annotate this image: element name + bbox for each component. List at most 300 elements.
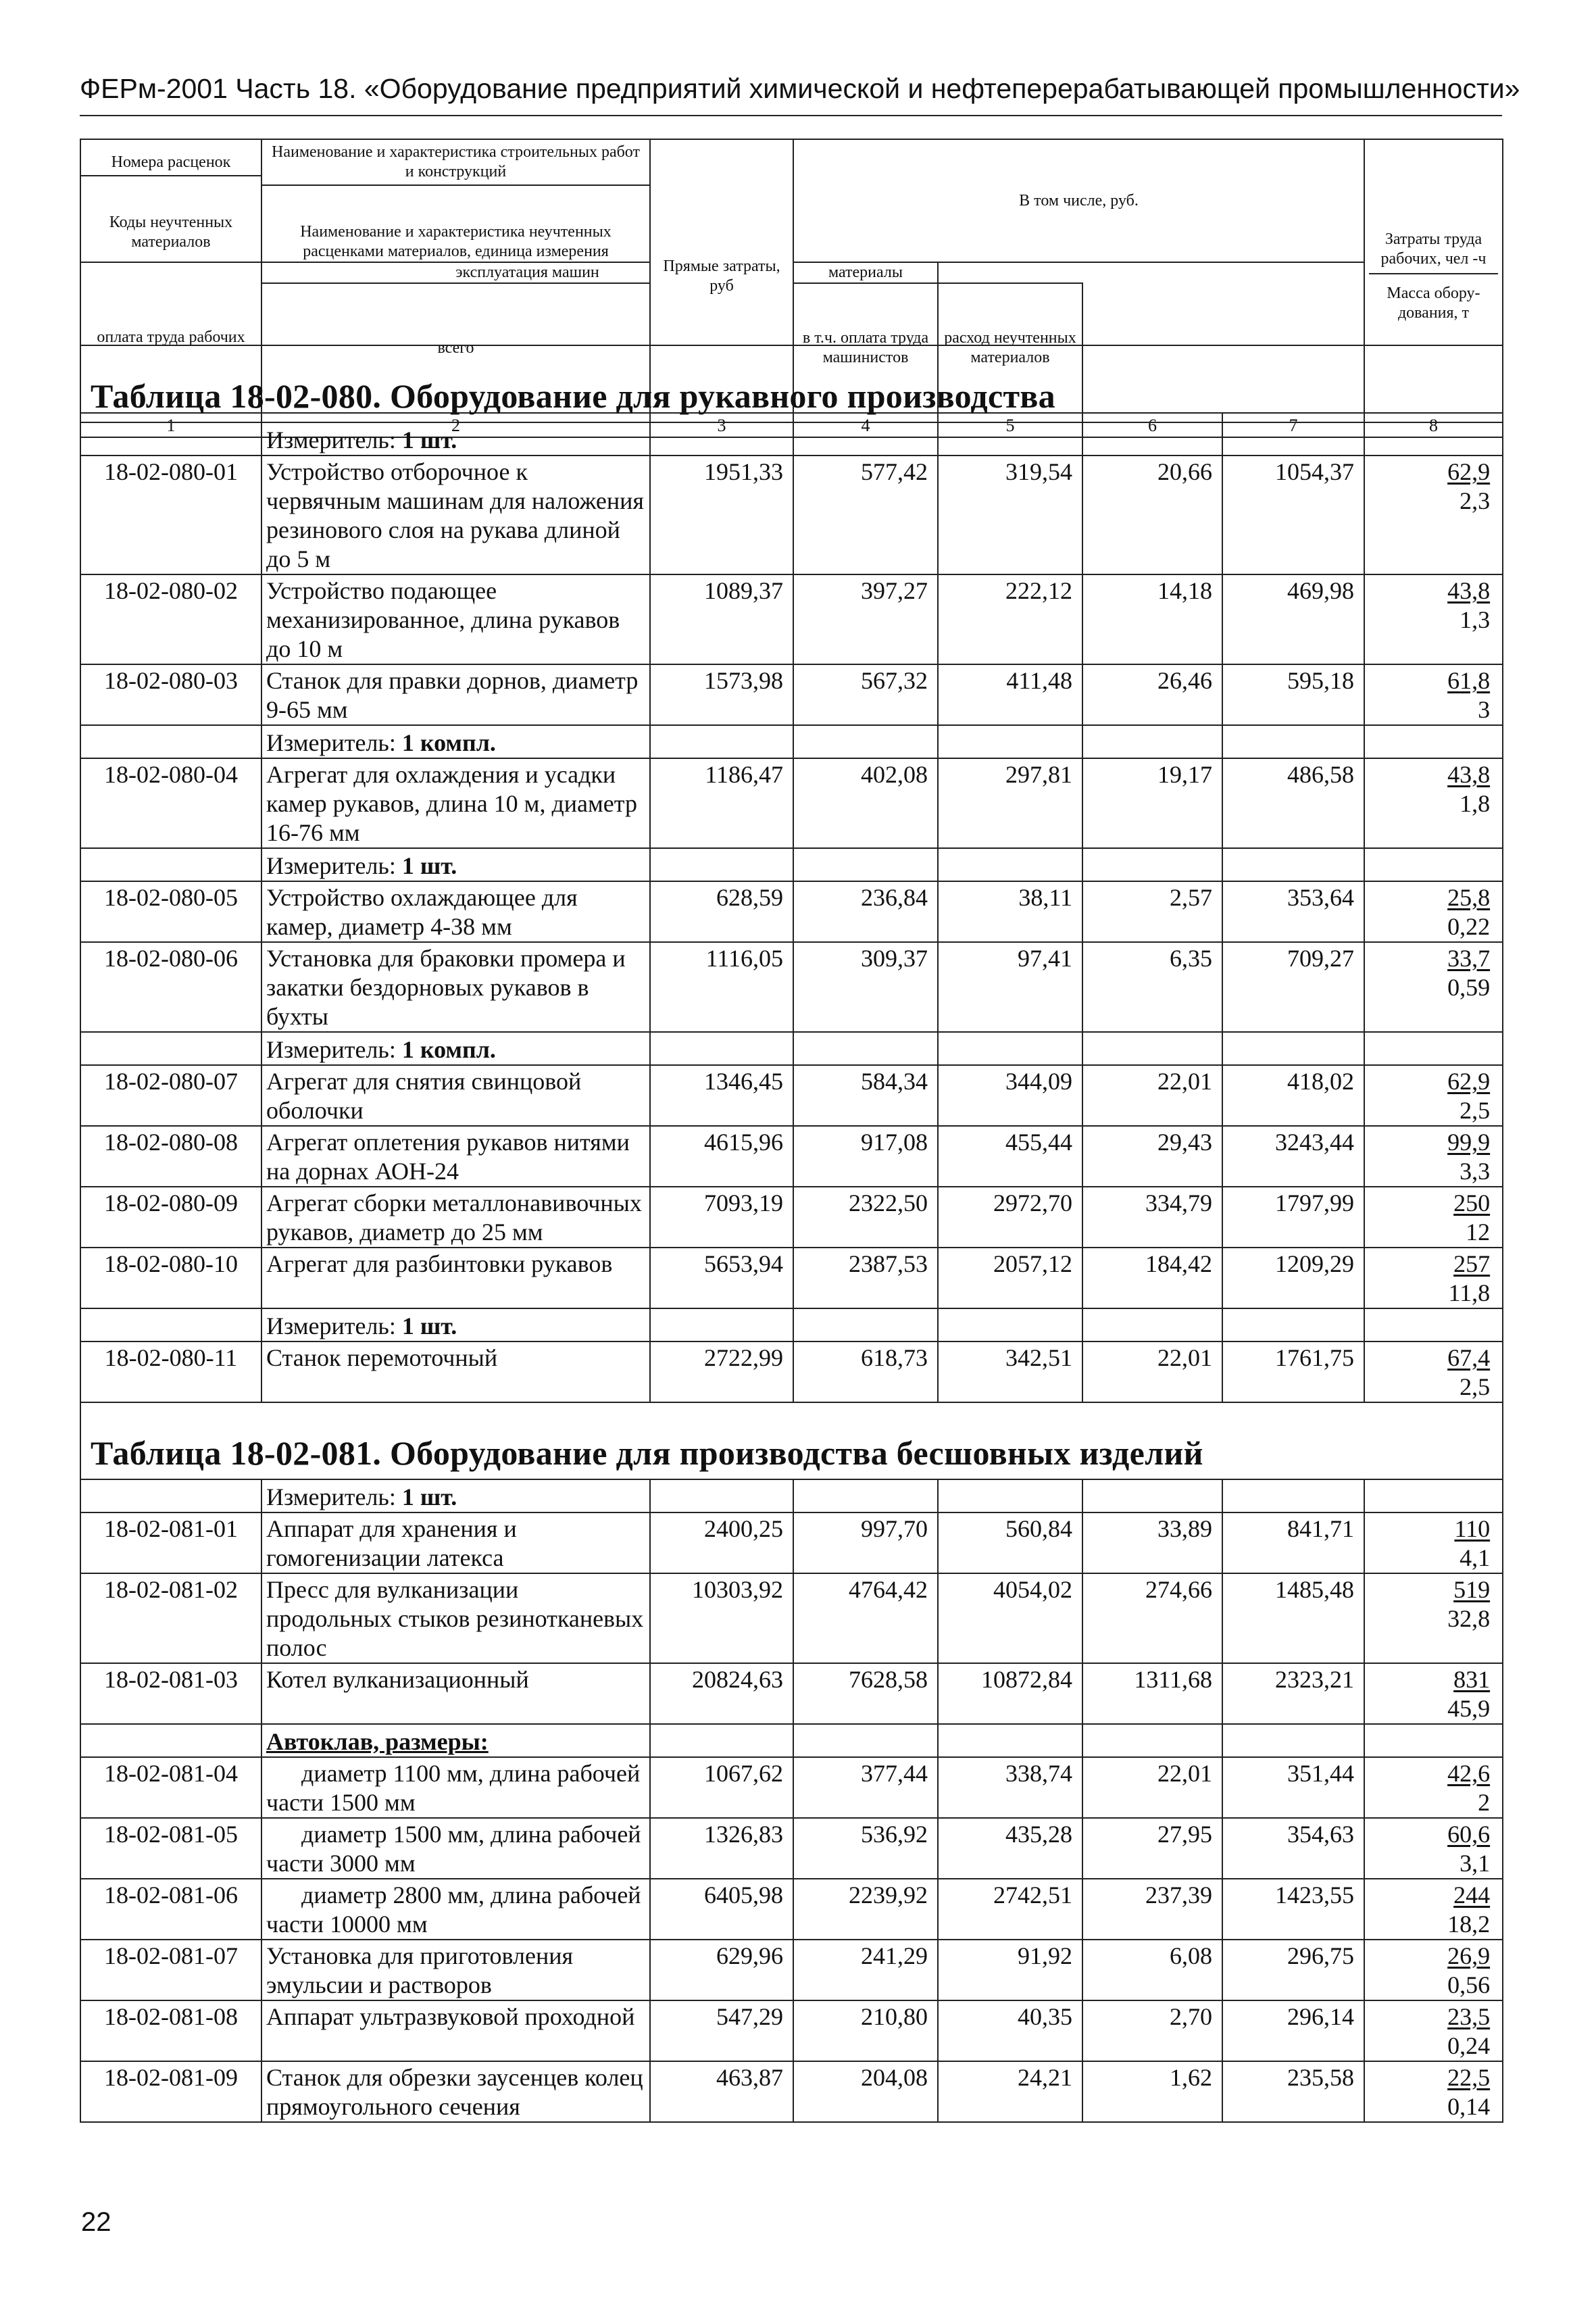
labor-hours: 26,9 xyxy=(1447,1942,1491,1969)
labor-hours: 250 xyxy=(1453,1189,1491,1216)
rate-code: 18-02-081-05 xyxy=(80,1818,261,1879)
measure-unit: 1 компл. xyxy=(401,1036,496,1063)
table-row xyxy=(80,1341,1503,1402)
operator-pay: 6,35 xyxy=(1082,942,1222,1032)
equipment-mass: 0,56 xyxy=(1447,1971,1491,1998)
equipment-mass: 3,1 xyxy=(1460,1850,1491,1877)
rate-code: 18-02-080-06 xyxy=(80,942,261,1032)
table-row xyxy=(80,1187,1503,1248)
rate-name-text: Установка для браковки промера и закатки бездорновых рукавов в бухты xyxy=(266,945,626,1030)
rate-code: 18-02-080-05 xyxy=(80,881,261,942)
equipment-mass: 1,3 xyxy=(1460,606,1491,633)
equipment-mass: 2,5 xyxy=(1460,1373,1491,1400)
machines-total: 455,44 xyxy=(938,1126,1082,1187)
rate-name-text: Пресс для вулканизации продольных стыков резинотканевых полос xyxy=(266,1576,644,1661)
machines-total: 2972,70 xyxy=(938,1187,1082,1248)
measure-blank-cell xyxy=(1222,725,1364,758)
machines-total: 435,28 xyxy=(938,1818,1082,1879)
rate-name-text: Устройство отборочное к червячным машинам для наложения резинового слоя на рукава длиной до 5 м xyxy=(266,458,644,572)
labor-hours: 61,8 xyxy=(1447,667,1491,694)
table-081-caption: Таблица 18-02-081. Оборудование для производства бесшовных изделий xyxy=(80,1402,1503,1479)
machines-total: 40,35 xyxy=(938,2000,1082,2061)
rate-name-text: диаметр 2800 мм, длина рабочей части 10000 мм xyxy=(266,1881,641,1938)
in-that-header: В том числе, руб. xyxy=(793,139,1364,262)
col6-header: в т.ч. оплата труда машинистов xyxy=(793,283,938,413)
labor-hours: 25,8 xyxy=(1447,884,1491,911)
equipment-mass: 0,24 xyxy=(1447,2032,1491,2059)
machines-total: 319,54 xyxy=(938,456,1082,574)
operator-pay: 2,57 xyxy=(1082,881,1222,942)
rate-name xyxy=(261,758,650,848)
measure-unit: 1 шт. xyxy=(401,426,457,453)
measure-code-blank xyxy=(80,848,261,881)
col4-header: оплата труда рабочих xyxy=(80,262,261,413)
operator-pay: 274,66 xyxy=(1082,1573,1222,1663)
measure-unit: 1 шт. xyxy=(401,852,457,879)
labor-mass-cell xyxy=(1364,1512,1503,1573)
operator-pay: 1,62 xyxy=(1082,2061,1222,2122)
labor-hours: 60,6 xyxy=(1447,1821,1491,1848)
rate-code: 18-02-081-08 xyxy=(80,2000,261,2061)
labor-mass-cell xyxy=(1364,1757,1503,1818)
measure-blank-cell xyxy=(1082,725,1222,758)
direct-cost: 1186,47 xyxy=(650,758,793,848)
measure-080-5 xyxy=(261,1308,650,1341)
measure-blank-cell xyxy=(938,422,1082,456)
rate-name xyxy=(261,1187,650,1248)
direct-cost: 20824,63 xyxy=(650,1663,793,1724)
labor-hours: 519 xyxy=(1453,1576,1491,1603)
table-row xyxy=(80,2061,1503,2122)
rate-name xyxy=(261,1879,650,1940)
col1-top: Номера расценок xyxy=(81,150,261,176)
labor-pay: 397,27 xyxy=(793,574,938,664)
measure-blank-cell xyxy=(1364,848,1503,881)
equipment-mass: 2 xyxy=(1478,1789,1491,1816)
labor-pay: 2322,50 xyxy=(793,1187,938,1248)
rate-name xyxy=(261,1341,650,1402)
table-row xyxy=(80,1940,1503,2000)
rate-name-text: Устройство охлаждающее для камер, диаметр 4-38 мм xyxy=(266,884,578,940)
measure-blank-cell xyxy=(1222,422,1364,456)
table-row xyxy=(80,1757,1503,1818)
group-blank-cell xyxy=(650,1724,793,1757)
rate-code: 18-02-080-11 xyxy=(80,1341,261,1402)
table-row xyxy=(80,574,1503,664)
measure-080-3 xyxy=(261,848,650,881)
labor-pay: 4764,42 xyxy=(793,1573,938,1663)
labor-pay: 577,42 xyxy=(793,456,938,574)
table-row xyxy=(80,758,1503,848)
measure-row xyxy=(80,725,1503,758)
rate-code: 18-02-081-09 xyxy=(80,2061,261,2122)
measure-blank-cell xyxy=(1222,1032,1364,1065)
equipment-mass: 2,3 xyxy=(1460,487,1491,514)
col-num-8: 8 xyxy=(1364,413,1503,437)
col-num-5: 5 xyxy=(938,413,1082,437)
labor-hours: 42,6 xyxy=(1447,1760,1491,1787)
rate-code: 18-02-080-09 xyxy=(80,1187,261,1248)
equipment-mass: 0,59 xyxy=(1447,974,1491,1001)
materials-cost: 353,64 xyxy=(1222,881,1364,942)
labor-pay: 917,08 xyxy=(793,1126,938,1187)
materials-cost: 1797,99 xyxy=(1222,1187,1364,1248)
materials-cost: 418,02 xyxy=(1222,1065,1364,1126)
direct-cost: 1573,98 xyxy=(650,664,793,725)
direct-cost: 7093,19 xyxy=(650,1187,793,1248)
materials-cost: 1423,55 xyxy=(1222,1879,1364,1940)
operator-pay: 20,66 xyxy=(1082,456,1222,574)
measure-blank-cell xyxy=(1364,422,1503,456)
labor-mass-cell xyxy=(1364,758,1503,848)
equipment-mass: 18,2 xyxy=(1447,1911,1491,1938)
rate-name xyxy=(261,1940,650,2000)
measure-blank-cell xyxy=(1364,1308,1503,1341)
labor-pay: 567,32 xyxy=(793,664,938,725)
machines-header: эксплуатация машин xyxy=(261,262,793,283)
labor-mass-cell xyxy=(1364,1126,1503,1187)
labor-mass-cell xyxy=(1364,942,1503,1032)
operator-pay: 6,08 xyxy=(1082,1940,1222,2000)
machines-total: 24,21 xyxy=(938,2061,1082,2122)
measure-blank-cell xyxy=(938,725,1082,758)
group-row xyxy=(80,1724,1503,1757)
table-081-caption-row xyxy=(80,1402,1503,1479)
measure-unit: 1 компл. xyxy=(401,729,496,756)
equipment-mass: 2,5 xyxy=(1460,1097,1491,1124)
measure-blank-cell xyxy=(793,422,938,456)
rate-code: 18-02-080-02 xyxy=(80,574,261,664)
labor-mass-cell xyxy=(1364,1818,1503,1879)
labor-mass-cell xyxy=(1364,1341,1503,1402)
materials-cost: 296,75 xyxy=(1222,1940,1364,2000)
machines-total: 10872,84 xyxy=(938,1663,1082,1724)
materials-cost: 354,63 xyxy=(1222,1818,1364,1879)
operator-pay: 29,43 xyxy=(1082,1126,1222,1187)
operator-pay: 334,79 xyxy=(1082,1187,1222,1248)
labor-mass-cell xyxy=(1364,1187,1503,1248)
operator-pay: 1311,68 xyxy=(1082,1663,1222,1724)
measure-blank-cell xyxy=(793,1479,938,1512)
table-row xyxy=(80,2000,1503,2061)
labor-pay: 236,84 xyxy=(793,881,938,942)
operator-pay: 22,01 xyxy=(1082,1065,1222,1126)
labor-pay: 402,08 xyxy=(793,758,938,848)
labor-hours: 62,9 xyxy=(1447,458,1491,485)
equipment-mass: 45,9 xyxy=(1447,1695,1491,1722)
col1-header xyxy=(80,139,261,262)
labor-pay: 2387,53 xyxy=(793,1248,938,1308)
measure-row xyxy=(80,1479,1503,1512)
labor-hours: 33,7 xyxy=(1447,945,1491,972)
measure-blank-cell xyxy=(1082,1479,1222,1512)
col2-top: Наименование и характеристика строительных работ и конструкций xyxy=(262,140,649,186)
equipment-mass: 0,22 xyxy=(1447,913,1491,940)
labor-mass-cell xyxy=(1364,1573,1503,1663)
materials-cost: 841,71 xyxy=(1222,1512,1364,1573)
machines-total: 344,09 xyxy=(938,1065,1082,1126)
labor-pay: 309,37 xyxy=(793,942,938,1032)
measure-blank-cell xyxy=(1364,725,1503,758)
rate-code: 18-02-080-08 xyxy=(80,1126,261,1187)
measure-blank-cell xyxy=(793,1308,938,1341)
measure-080-2 xyxy=(261,725,650,758)
labor-pay: 997,70 xyxy=(793,1512,938,1573)
operator-pay: 27,95 xyxy=(1082,1818,1222,1879)
measure-label: Измеритель: xyxy=(266,1483,402,1510)
measure-blank-cell xyxy=(938,1308,1082,1341)
direct-cost: 1346,45 xyxy=(650,1065,793,1126)
direct-cost: 1116,05 xyxy=(650,942,793,1032)
labor-hours: 831 xyxy=(1453,1666,1491,1693)
labor-hours: 23,5 xyxy=(1447,2003,1491,2030)
col-num-1: 1 xyxy=(80,413,261,437)
labor-hours: 244 xyxy=(1453,1881,1491,1909)
labor-mass-cell xyxy=(1364,574,1503,664)
measure-code-blank xyxy=(80,725,261,758)
table-row xyxy=(80,1126,1503,1187)
equipment-mass: 3 xyxy=(1478,696,1491,723)
rate-name-text: Станок для правки дорнов, диаметр 9-65 мм xyxy=(266,667,639,723)
measure-label: Измеритель: xyxy=(266,1312,402,1339)
col7-header: расход неучтенных материалов xyxy=(938,283,1082,413)
labor-pay: 7628,58 xyxy=(793,1663,938,1724)
rate-code: 18-02-081-06 xyxy=(80,1879,261,1940)
operator-pay: 237,39 xyxy=(1082,1879,1222,1940)
operator-pay: 22,01 xyxy=(1082,1757,1222,1818)
labor-mass-cell xyxy=(1364,881,1503,942)
materials-cost: 469,98 xyxy=(1222,574,1364,664)
table-row xyxy=(80,1248,1503,1308)
table-row xyxy=(80,456,1503,574)
measure-blank-cell xyxy=(1082,848,1222,881)
labor-mass-cell xyxy=(1364,1940,1503,2000)
materials-cost: 1054,37 xyxy=(1222,456,1364,574)
measure-081-1 xyxy=(261,1479,650,1512)
rate-code: 18-02-080-10 xyxy=(80,1248,261,1308)
rate-name-text: Аппарат ультразвуковой проходной xyxy=(266,2003,635,2030)
materials-cost: 1485,48 xyxy=(1222,1573,1364,1663)
direct-cost: 6405,98 xyxy=(650,1879,793,1940)
group-code-blank xyxy=(80,1724,261,1757)
table-row xyxy=(80,1065,1503,1126)
measure-blank-cell xyxy=(793,1032,938,1065)
materials-cost: 235,58 xyxy=(1222,2061,1364,2122)
labor-hours: 43,8 xyxy=(1447,761,1491,788)
operator-pay: 2,70 xyxy=(1082,2000,1222,2061)
materials-cost: 351,44 xyxy=(1222,1757,1364,1818)
table-row xyxy=(80,1663,1503,1724)
rate-name xyxy=(261,664,650,725)
col8-top: Затраты труда рабочих, чел -ч xyxy=(1369,230,1498,274)
col3-header: Прямые затраты, руб xyxy=(650,139,793,413)
table-row xyxy=(80,664,1503,725)
measure-blank-cell xyxy=(1222,848,1364,881)
col8-bottom: Масса обору-дования, т xyxy=(1387,284,1480,322)
measure-code-blank xyxy=(80,1479,261,1512)
table-row xyxy=(80,881,1503,942)
measure-code-blank xyxy=(80,1308,261,1341)
page-number: 22 xyxy=(81,2207,111,2237)
measure-blank-cell xyxy=(1364,1032,1503,1065)
measure-blank-cell xyxy=(650,1032,793,1065)
machines-total: 560,84 xyxy=(938,1512,1082,1573)
table-row xyxy=(80,1512,1503,1573)
measure-080-4 xyxy=(261,1032,650,1065)
labor-pay: 377,44 xyxy=(793,1757,938,1818)
operator-pay: 26,46 xyxy=(1082,664,1222,725)
labor-pay: 536,92 xyxy=(793,1818,938,1879)
labor-hours: 43,8 xyxy=(1447,577,1491,604)
machines-total: 97,41 xyxy=(938,942,1082,1032)
measure-blank-cell xyxy=(650,422,793,456)
equipment-mass: 4,1 xyxy=(1460,1544,1491,1571)
rate-name-text: Агрегат для разбинтовки рукавов xyxy=(266,1250,613,1277)
equipment-mass: 0,14 xyxy=(1447,2093,1491,2120)
direct-cost: 629,96 xyxy=(650,1940,793,2000)
col2-bottom: Наименование и характеристика неучтенных расценками материалов, единица измерения xyxy=(300,223,612,260)
rate-name-text: Котел вулканизационный xyxy=(266,1666,529,1693)
measure-row xyxy=(80,848,1503,881)
rate-code: 18-02-080-03 xyxy=(80,664,261,725)
measure-code-blank xyxy=(80,422,261,456)
col5-header: всего xyxy=(261,283,650,413)
rates-table xyxy=(80,345,1503,2123)
col1-bottom: Коды неучтенных материалов xyxy=(109,213,233,251)
col-num-7: 7 xyxy=(1222,413,1364,437)
operator-pay: 184,42 xyxy=(1082,1248,1222,1308)
labor-pay: 2239,92 xyxy=(793,1879,938,1940)
rate-name-text: диаметр 1500 мм, длина рабочей части 3000 мм xyxy=(266,1821,641,1877)
table-080-caption-row xyxy=(80,345,1503,422)
labor-mass-cell xyxy=(1364,2000,1503,2061)
materials-cost: 1209,29 xyxy=(1222,1248,1364,1308)
measure-blank-cell xyxy=(793,725,938,758)
rate-name xyxy=(261,2000,650,2061)
rate-name xyxy=(261,1818,650,1879)
measure-blank-cell xyxy=(1364,1479,1503,1512)
materials-cost: 2323,21 xyxy=(1222,1663,1364,1724)
labor-hours: 110 xyxy=(1454,1515,1491,1542)
direct-cost: 1326,83 xyxy=(650,1818,793,1879)
materials-cost: 486,58 xyxy=(1222,758,1364,848)
rate-code: 18-02-081-07 xyxy=(80,1940,261,2000)
rate-code: 18-02-080-07 xyxy=(80,1065,261,1126)
labor-mass-cell xyxy=(1364,456,1503,574)
measure-blank-cell xyxy=(1082,1032,1222,1065)
rate-name xyxy=(261,456,650,574)
rate-name xyxy=(261,574,650,664)
autoclave-heading xyxy=(261,1724,650,1757)
measure-label: Измеритель: xyxy=(266,426,402,453)
labor-hours: 99,9 xyxy=(1447,1129,1491,1156)
measure-blank-cell xyxy=(650,1308,793,1341)
machines-total: 338,74 xyxy=(938,1757,1082,1818)
direct-cost: 2400,25 xyxy=(650,1512,793,1573)
labor-pay: 618,73 xyxy=(793,1341,938,1402)
group-heading-text: Автоклав, размеры: xyxy=(266,1728,489,1755)
rate-name xyxy=(261,1663,650,1724)
measure-label: Измеритель: xyxy=(266,729,402,756)
table-row xyxy=(80,1573,1503,1663)
labor-mass-cell xyxy=(1364,1248,1503,1308)
rate-code: 18-02-080-01 xyxy=(80,456,261,574)
table-row xyxy=(80,1879,1503,1940)
direct-cost: 1067,62 xyxy=(650,1757,793,1818)
rate-code: 18-02-081-02 xyxy=(80,1573,261,1663)
operator-pay: 33,89 xyxy=(1082,1512,1222,1573)
materials-cost: 3243,44 xyxy=(1222,1126,1364,1187)
measure-blank-cell xyxy=(1082,1308,1222,1341)
rate-name xyxy=(261,1126,650,1187)
measure-blank-cell xyxy=(938,1032,1082,1065)
materials-header: материалы xyxy=(793,262,938,283)
machines-total: 4054,02 xyxy=(938,1573,1082,1663)
measure-code-blank xyxy=(80,1032,261,1065)
equipment-mass: 3,3 xyxy=(1460,1158,1491,1185)
measure-blank-cell xyxy=(650,1479,793,1512)
labor-hours: 62,9 xyxy=(1447,1068,1491,1095)
group-blank-cell xyxy=(1364,1724,1503,1757)
materials-cost: 595,18 xyxy=(1222,664,1364,725)
labor-mass-cell xyxy=(1364,1065,1503,1126)
materials-cost: 709,27 xyxy=(1222,942,1364,1032)
operator-pay: 22,01 xyxy=(1082,1341,1222,1402)
equipment-mass: 32,8 xyxy=(1447,1605,1491,1632)
rate-name-text: Агрегат для охлаждения и усадки камер рукавов, длина 10 м, диаметр 16-76 мм xyxy=(266,761,637,846)
labor-mass-cell xyxy=(1364,1663,1503,1724)
direct-cost: 1089,37 xyxy=(650,574,793,664)
operator-pay: 14,18 xyxy=(1082,574,1222,664)
table-row xyxy=(80,1818,1503,1879)
measure-blank-cell xyxy=(1222,1479,1364,1512)
measure-blank-cell xyxy=(938,848,1082,881)
machines-total: 91,92 xyxy=(938,1940,1082,2000)
machines-total: 297,81 xyxy=(938,758,1082,848)
measure-unit: 1 шт. xyxy=(401,1312,457,1339)
operator-pay: 19,17 xyxy=(1082,758,1222,848)
equipment-mass: 1,8 xyxy=(1460,790,1491,817)
measure-label: Измеритель: xyxy=(266,852,402,879)
measure-blank-cell xyxy=(793,848,938,881)
machines-total: 411,48 xyxy=(938,664,1082,725)
rate-name-text: Агрегат сборки металлонавивочных рукавов, диаметр до 25 мм xyxy=(266,1189,642,1246)
rate-name-text: Устройство подающее механизированное, длина рукавов до 10 м xyxy=(266,577,620,662)
rate-name xyxy=(261,2061,650,2122)
measure-blank-cell xyxy=(1082,422,1222,456)
labor-hours: 22,5 xyxy=(1447,2064,1491,2091)
rate-name-text: диаметр 1100 мм, длина рабочей части 1500 мм xyxy=(266,1760,641,1816)
page-header-title: ФЕРм-2001 Часть 18. «Оборудование предприятий химической и нефтеперерабатывающей промышленности» xyxy=(80,73,1520,104)
rate-code: 18-02-081-03 xyxy=(80,1663,261,1724)
col-num-6: 6 xyxy=(1082,413,1222,437)
rate-name-text: Агрегат для снятия свинцовой оболочки xyxy=(266,1068,582,1124)
col-num-4: 4 xyxy=(793,413,938,437)
labor-pay: 204,08 xyxy=(793,2061,938,2122)
direct-cost: 4615,96 xyxy=(650,1126,793,1187)
col-num-3: 3 xyxy=(650,413,793,437)
labor-mass-cell xyxy=(1364,664,1503,725)
rate-name-text: Станок перемоточный xyxy=(266,1344,498,1371)
rate-name xyxy=(261,1512,650,1573)
labor-pay: 584,34 xyxy=(793,1065,938,1126)
measure-blank-cell xyxy=(1222,1308,1364,1341)
direct-cost: 628,59 xyxy=(650,881,793,942)
measure-row xyxy=(80,422,1503,456)
group-blank-cell xyxy=(1082,1724,1222,1757)
rate-code: 18-02-081-01 xyxy=(80,1512,261,1573)
direct-cost: 5653,94 xyxy=(650,1248,793,1308)
